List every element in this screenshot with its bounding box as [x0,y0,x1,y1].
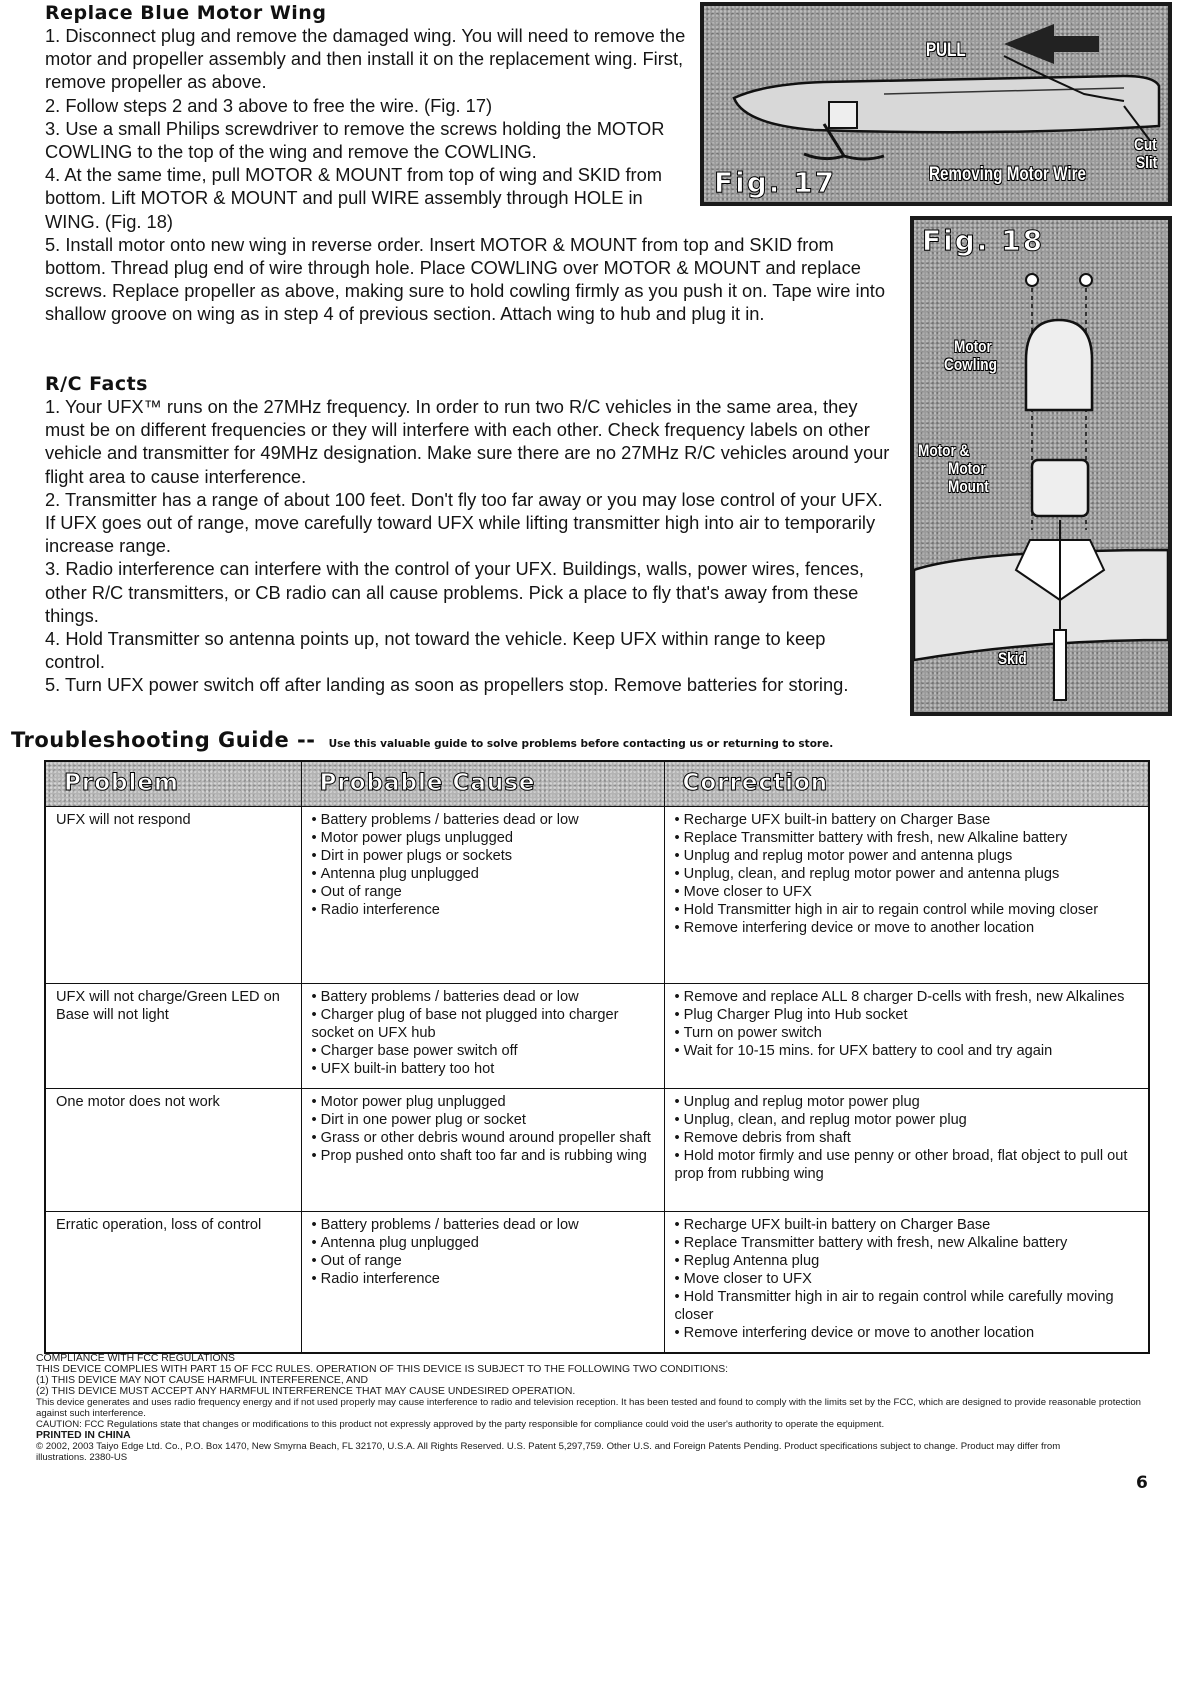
rc-fact-2: 2. Transmitter has a range of about 100 feet. Don't fly too far away or you may lose control of your UFX. If UFX goes out of range, move carefully toward UFX while lifting transmitter high into air to temporarily increase range. [45,488,883,557]
rc-fact-5: 5. Turn UFX power switch off after landing as soon as propellers stop. Remove batteries for storing. [45,674,849,696]
correction-cell [664,984,1149,1089]
cause-cell [301,807,664,984]
slit-callout: Slit [1136,153,1158,172]
compliance-line: This device generates and uses radio frequency energy and if not used properly may cause interference to radio and television reception. It has been tested and found to comply with the limits set by the FCC, which are designed to provide reasonable protection against such interference. [36,1397,1141,1419]
rc-fact-1: 1. Your UFX™ runs on the 27MHz frequency. In order to run two R/C vehicles in the same area, they must be on different frequencies or they will interfere with each other. Check frequency labels on other vehicle and transmitter for 49MHz designation. Make sure there are no 27MHz R/C vehicles around your flight area to cause interference. [45,396,890,487]
list-item: • Hold Transmitter high in air to regain control while carefully moving closer [675,1288,1142,1324]
column-header-correction: Correction [664,761,1149,807]
list-item: • Prop pushed onto shaft too far and is rubbing wing [312,1147,657,1165]
list-item: • Battery problems / batteries dead or low [312,1216,657,1234]
rc-facts-heading: R/C Facts [45,373,148,395]
list-item: • Move closer to UFX [675,1270,1142,1288]
skid-callout: Skid [998,649,1027,668]
fcc-compliance-notice [36,1353,1146,1463]
list-item: • Radio interference [312,1270,657,1288]
list-item: • Plug Charger Plug into Hub socket [675,1006,1142,1024]
list-item: • UFX built-in battery too hot [312,1060,657,1078]
problem-cell: UFX will not respond [45,807,301,984]
replace-wing-section [45,2,885,326]
list-item: • Battery problems / batteries dead or low [312,988,657,1006]
cause-cell [301,1089,664,1212]
list-item: • Recharge UFX built-in battery on Charger Base [675,1216,1142,1234]
list-item: • Replug Antenna plug [675,1252,1142,1270]
troubleshooting-table [44,760,1150,1354]
compliance-title: COMPLIANCE WITH FCC REGULATIONS [36,1353,235,1364]
list-item: • Turn on power switch [675,1024,1142,1042]
problem-cell: One motor does not work [45,1089,301,1212]
list-item: • Remove debris from shaft [675,1129,1142,1147]
correction-cell [664,807,1149,984]
motor-cowling-callout-1: Motor [954,337,992,356]
compliance-line: THIS DEVICE COMPLIES WITH PART 15 OF FCC RULES. OPERATION OF THIS DEVICE IS SUBJECT TO THE FOLLOWING TWO CONDITIONS: [36,1364,729,1375]
list-item: • Dirt in one power plug or socket [312,1111,657,1129]
cut-callout: Cut [1134,135,1157,154]
rc-fact-4: 4. Hold Transmitter so antenna points up, not toward the vehicle. Keep UFX within range to keep control. [45,628,826,673]
list-item: • Hold Transmitter high in air to regain control while moving closer [675,901,1142,919]
replace-wing-heading: Replace Blue Motor Wing [45,2,327,24]
replace-step-1: 1. Disconnect plug and remove the damaged wing. You will need to remove the motor and propeller assembly and then install it on the replacement wing. First, remove propeller as above. [45,25,686,93]
correction-cell [664,1212,1149,1354]
motor-mount-callout-3: Mount [948,477,989,496]
fig18-label: Fig. 18 [922,224,1045,257]
list-item: • Charger plug of base not plugged into charger socket on UFX hub [312,1006,657,1042]
list-item: • Battery problems / batteries dead or low [312,811,657,829]
list-item: • Unplug, clean, and replug motor power plug [675,1111,1142,1129]
printed-in-china: PRINTED IN CHINA [36,1430,131,1441]
column-header-probable-cause: Probable Cause [301,761,664,807]
pull-callout: PULL [926,40,966,61]
motor-cowling-callout-2: Cowling [944,355,997,374]
rc-facts-section [45,373,890,697]
correction-cell [664,1089,1149,1212]
compliance-line: (1) THIS DEVICE MAY NOT CAUSE HARMFUL INTERFERENCE, AND [36,1375,368,1386]
list-item: • Antenna plug unplugged [312,1234,657,1252]
figure-17 [700,2,1172,206]
copyright-notice: © 2002, 2003 Taiyo Edge Ltd. Co., P.O. Box 1470, New Smyrna Beach, FL 32170, U.S.A. All Rights Reserved. U.S. Patent 5,297,759. Other U.S. and Foreign Patents Pending. Product specifications subject to change. Product may differ from illustrations. 2380-US [36,1441,1061,1463]
cause-cell [301,1212,664,1354]
table-row [45,984,1149,1089]
list-item: • Antenna plug unplugged [312,865,657,883]
motor-mount-callout-2: Motor [948,459,986,478]
list-item: • Unplug and replug motor power plug [675,1093,1142,1111]
replace-step-4: 4. At the same time, pull MOTOR & MOUNT from top of wing and SKID from bottom. Lift MOTOR & MOUNT and pull WIRE assembly through HOLE in WING. (Fig. 18) [45,164,663,232]
replace-step-2: 2. Follow steps 2 and 3 above to free the wire. (Fig. 17) [45,94,493,116]
list-item: • Remove interfering device or move to another location [675,1324,1142,1342]
figure-18 [910,216,1172,716]
list-item: • Motor power plug unplugged [312,1093,657,1111]
table-row [45,1212,1149,1354]
problem-cell: Erratic operation, loss of control [45,1212,301,1354]
list-item: • Grass or other debris wound around propeller shaft [312,1129,657,1147]
list-item: • Charger base power switch off [312,1042,657,1060]
list-item: • Move closer to UFX [675,883,1142,901]
list-item: • Recharge UFX built-in battery on Charger Base [675,811,1142,829]
cause-cell [301,984,664,1089]
table-header-row [45,761,1149,807]
replace-step-5: 5. Install motor onto new wing in reverse order. Insert MOTOR & MOUNT from top and SKID from bottom. Thread plug end of wire through hole. Place COWLING over MOTOR & MOUNT and replace screws. Replace propeller as above, making sure to hold cowling firmly as you push it on. Tape wire into shallow groove on wing as in step 4 of previous section. Attach wing to hub and plug it in. [45,233,885,325]
list-item: • Dirt in power plugs or sockets [312,847,657,865]
rc-fact-3: 3. Radio interference can interfere with the control of your UFX. Buildings, walls, power wires, fences, other R/C transmitters, or CB radio can all cause problems. Pick a place to fly that's away from these things. [45,558,864,626]
list-item: • Wait for 10-15 mins. for UFX battery to cool and try again [675,1042,1142,1060]
list-item: • Out of range [312,1252,657,1270]
list-item: • Replace Transmitter battery with fresh, new Alkaline battery [675,1234,1142,1252]
list-item: • Unplug, clean, and replug motor power and antenna plugs [675,865,1142,883]
list-item: • Radio interference [312,901,657,919]
problem-cell: UFX will not charge/Green LED on Base will not light [45,984,301,1089]
list-item: • Remove interfering device or move to another location [675,919,1142,937]
list-item: • Replace Transmitter battery with fresh, new Alkaline battery [675,829,1142,847]
list-item: • Motor power plugs unplugged [312,829,657,847]
removing-motor-wire-callout: Removing Motor Wire [929,164,1086,185]
list-item: • Unplug and replug motor power and antenna plugs [675,847,1142,865]
troubleshooting-subtitle: Use this valuable guide to solve problems before contacting us or returning to store. [328,738,834,750]
table-row [45,807,1149,984]
column-header-problem: Problem [45,761,301,807]
replace-step-3: 3. Use a small Philips screwdriver to remove the screws holding the MOTOR COWLING to the top of the wing and remove the COWLING. [45,117,665,163]
motor-mount-callout-1: Motor & [918,441,970,460]
troubleshooting-title: Troubleshooting Guide -- [11,728,316,752]
page-number: 6 [1136,1473,1148,1493]
table-row [45,1089,1149,1212]
list-item: • Out of range [312,883,657,901]
list-item: • Remove and replace ALL 8 charger D-cells with fresh, new Alkalines [675,988,1142,1006]
list-item: • Hold motor firmly and use penny or other broad, flat object to pull out prop from rubbing wing [675,1147,1142,1183]
fig17-label: Fig. 17 [714,166,837,199]
compliance-line: (2) THIS DEVICE MUST ACCEPT ANY HARMFUL INTERFERENCE THAT MAY CAUSE UNDESIRED OPERATION. [36,1386,576,1397]
compliance-caution: CAUTION: FCC Regulations state that changes or modifications to this product not expressly approved by the party responsible for compliance could void the user's authority to operate the equipment. [36,1419,885,1430]
troubleshooting-heading [11,728,833,752]
